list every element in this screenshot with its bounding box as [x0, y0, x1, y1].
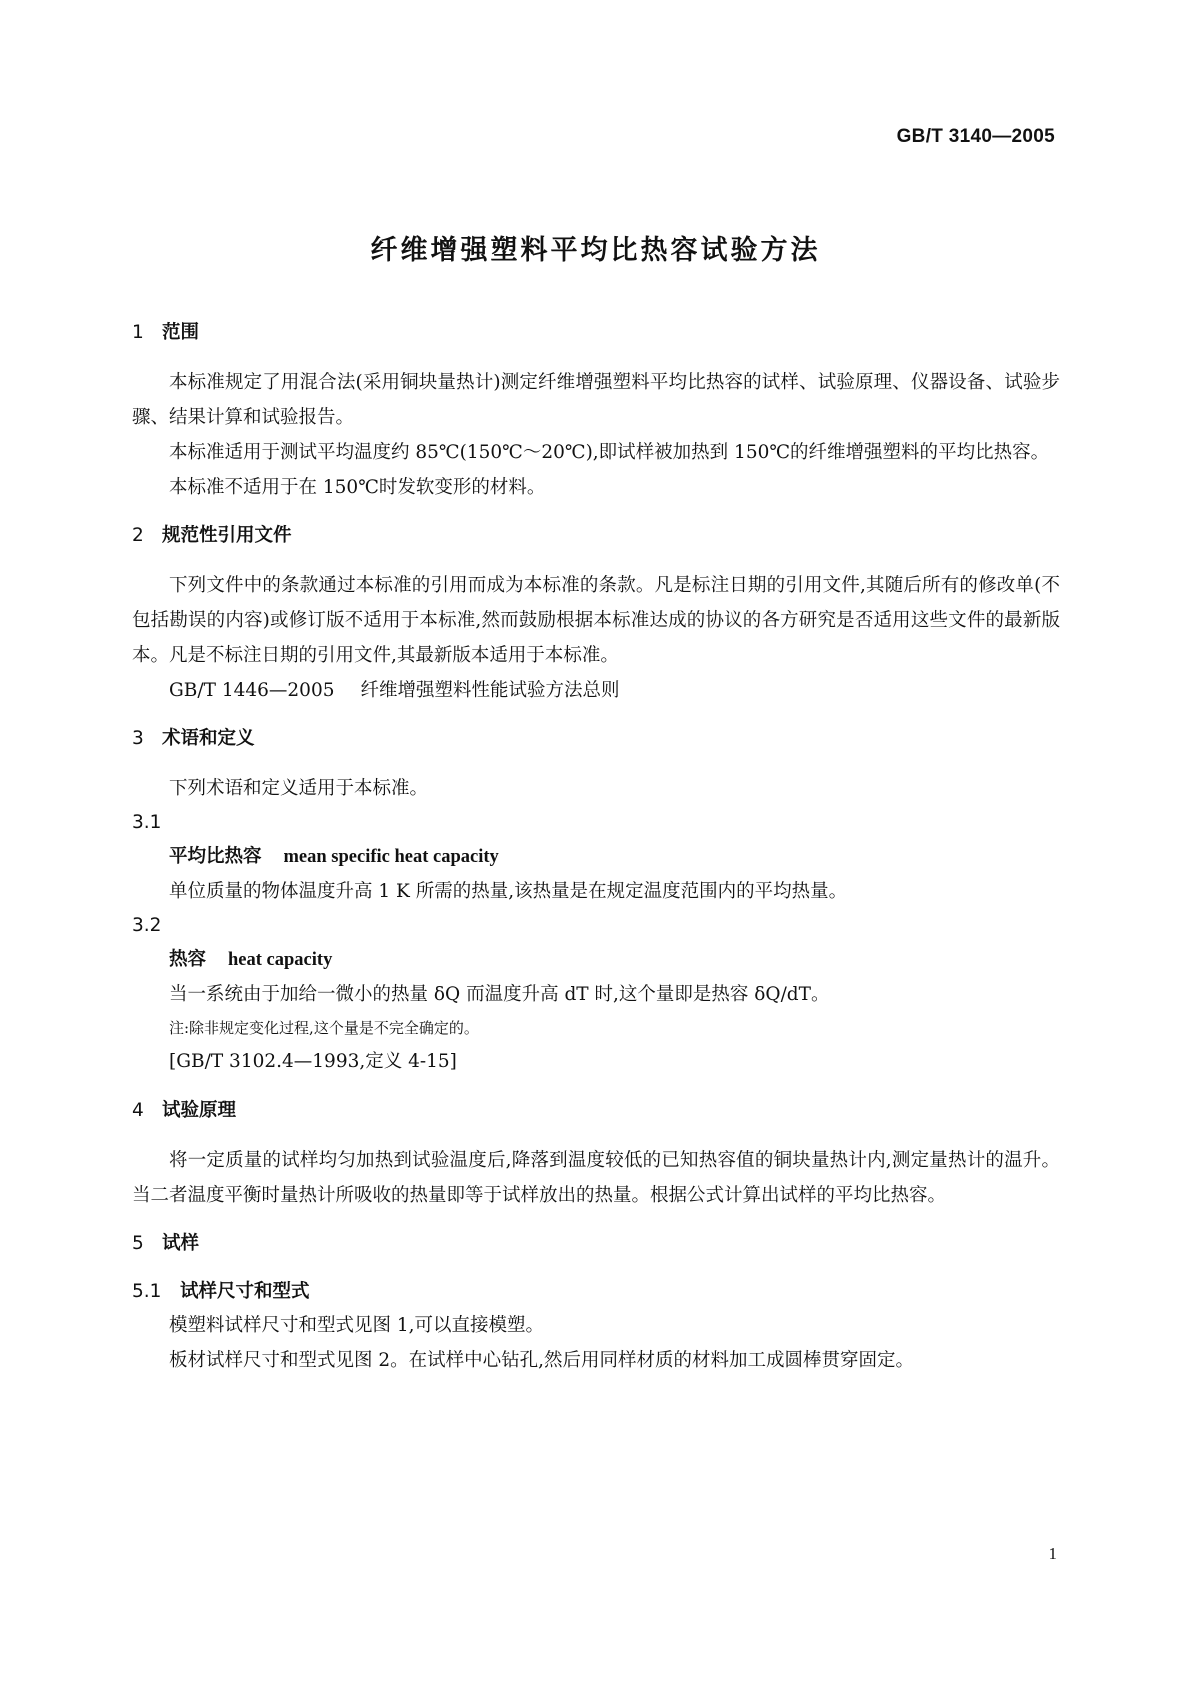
paragraph: 将一定质量的试样均匀加热到试验温度后,降落到温度较低的已知热容值的铜块量热计内,测定量热计的温升。当二者温度平衡时量热计所吸收的热量即等于试样放出的热量。根据公式计算出试样的平均比热容。: [132, 1150, 1060, 1206]
term-en: heat capacity: [228, 950, 333, 970]
section-number: 3: [132, 728, 144, 749]
page-number: 1: [1048, 1544, 1057, 1563]
section-heading: [132, 318, 1060, 348]
section-heading: [132, 521, 1060, 551]
section-title: 范围: [162, 322, 200, 343]
section-heading: [132, 1229, 1060, 1259]
section-title: 试样: [162, 1233, 200, 1254]
section-principle: [132, 1096, 1060, 1213]
section-number: 2: [132, 525, 144, 546]
paragraph: 本标准规定了用混合法(采用铜块量热计)测定纤维增强塑料平均比热容的试样、试验原理、仪器设备、试验步骤、结果计算和试验报告。: [132, 372, 1060, 428]
subsection-number: 5.1: [132, 1281, 162, 1302]
subsection-heading: [132, 1276, 1060, 1308]
section-title: 术语和定义: [162, 728, 255, 749]
document-title: 纤维增强塑料平均比热容试验方法: [370, 235, 821, 266]
section-specimen: [132, 1229, 1060, 1378]
reference-code: GB/T 1446—2005: [169, 680, 335, 701]
section-terms: [132, 724, 1060, 1080]
paragraph: 下列文件中的条款通过本标准的引用而成为本标准的条款。凡是标注日期的引用文件,其随后所有的修改单(不包括勘误的内容)或修订版不适用于本标准,然而鼓励根据本标准达成的协议的各方研究是否适用这些文件的最新版本。凡是不标注日期的引用文件,其最新版本适用于本标准。: [132, 575, 1060, 666]
section-number: 1: [132, 322, 144, 343]
term-number: 3.1: [132, 812, 162, 833]
section-scope: [132, 318, 1060, 505]
term-note: 注:除非规定变化过程,这个量是不完全确定的。: [169, 1019, 479, 1037]
section-heading: [132, 1096, 1060, 1126]
paragraph: 本标准不适用于在 150℃时发软变形的材料。: [169, 477, 546, 498]
term-heading: [169, 943, 1060, 977]
section-number: 5: [132, 1233, 144, 1254]
subsection-title: 试样尺寸和型式: [180, 1281, 310, 1302]
reference-entry: [169, 673, 1060, 708]
section-title: 规范性引用文件: [162, 525, 292, 546]
section-heading: [132, 724, 1060, 754]
section-title: 试验原理: [162, 1100, 237, 1121]
term-zh: 平均比热容: [169, 846, 262, 867]
reference-title: 纤维增强塑料性能试验方法总则: [360, 680, 620, 701]
paragraph: 模塑料试样尺寸和型式见图 1,可以直接模塑。: [169, 1315, 545, 1336]
document-body: [132, 318, 1060, 1394]
term-number: 3.2: [132, 915, 162, 936]
term-en: mean specific heat capacity: [283, 847, 499, 867]
paragraph: 本标准适用于测试平均温度约 85℃(150℃～20℃),即试样被加热到 150℃的纤维增强塑料的平均比热容。: [169, 442, 1050, 463]
section-number: 4: [132, 1100, 144, 1121]
term-source: [GB/T 3102.4—1993,定义 4-15]: [169, 1051, 457, 1072]
section-normative-references: [132, 521, 1060, 708]
standard-code: GB/T 3140—2005: [896, 126, 1055, 147]
term-definition: 单位质量的物体温度升高 1 K 所需的热量,该热量是在规定温度范围内的平均热量。: [169, 881, 848, 902]
term-zh: 热容: [169, 949, 207, 970]
paragraph: 下列术语和定义适用于本标准。: [169, 778, 429, 799]
paragraph: 板材试样尺寸和型式见图 2。在试样中心钻孔,然后用同样材质的材料加工成圆棒贯穿固定。: [169, 1350, 915, 1371]
term-heading: [169, 840, 1060, 874]
term-definition: 当一系统由于加给一微小的热量 δQ 而温度升高 dT 时,这个量即是热容 δQ/dT。: [169, 984, 830, 1005]
